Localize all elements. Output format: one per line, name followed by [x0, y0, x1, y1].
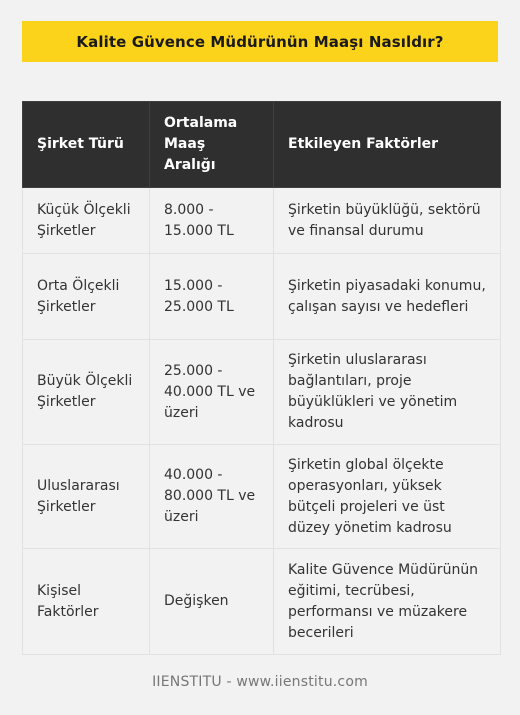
cell-salary-range: 15.000 - 25.000 TL — [150, 254, 274, 340]
cell-company-type: Orta Ölçekli Şirketler — [23, 254, 150, 340]
cell-company-type: Uluslararası Şirketler — [23, 445, 150, 549]
cell-salary-range: 8.000 - 15.000 TL — [150, 188, 274, 254]
header-factors: Etkileyen Faktörler — [274, 102, 501, 188]
cell-factors: Kalite Güvence Müdürünün eğitimi, tecrübesi, performansı ve müzakere becerileri — [274, 549, 501, 655]
header-company-type: Şirket Türü — [23, 102, 150, 188]
table-row — [23, 445, 501, 549]
table-row — [23, 254, 501, 340]
cell-factors: Şirketin global ölçekte operasyonları, yüksek bütçeli projeleri ve üst düzey yönetim kadrosu — [274, 445, 501, 549]
cell-factors: Şirketin uluslararası bağlantıları, proje büyüklükleri ve yönetim kadrosu — [274, 340, 501, 445]
cell-salary-range: 40.000 - 80.000 TL ve üzeri — [150, 445, 274, 549]
page-title: Kalite Güvence Müdürünün Maaşı Nasıldır? — [76, 32, 444, 51]
table-row — [23, 549, 501, 655]
title-banner — [22, 21, 498, 62]
salary-table — [22, 101, 501, 655]
cell-salary-range: 25.000 - 40.000 TL ve üzeri — [150, 340, 274, 445]
cell-company-type: Küçük Ölçekli Şirketler — [23, 188, 150, 254]
cell-factors: Şirketin piyasadaki konumu, çalışan sayısı ve hedefleri — [274, 254, 501, 340]
cell-company-type: Büyük Ölçekli Şirketler — [23, 340, 150, 445]
cell-company-type: Kişisel Faktörler — [23, 549, 150, 655]
cell-factors: Şirketin büyüklüğü, sektörü ve finansal durumu — [274, 188, 501, 254]
table-row — [23, 340, 501, 445]
cell-salary-range: Değişken — [150, 549, 274, 655]
table-row — [23, 188, 501, 254]
footer-credit: IIENSTITU - www.iienstitu.com — [152, 674, 368, 690]
table-header-row — [23, 102, 501, 188]
header-salary-range: Ortalama Maaş Aralığı — [150, 102, 274, 188]
